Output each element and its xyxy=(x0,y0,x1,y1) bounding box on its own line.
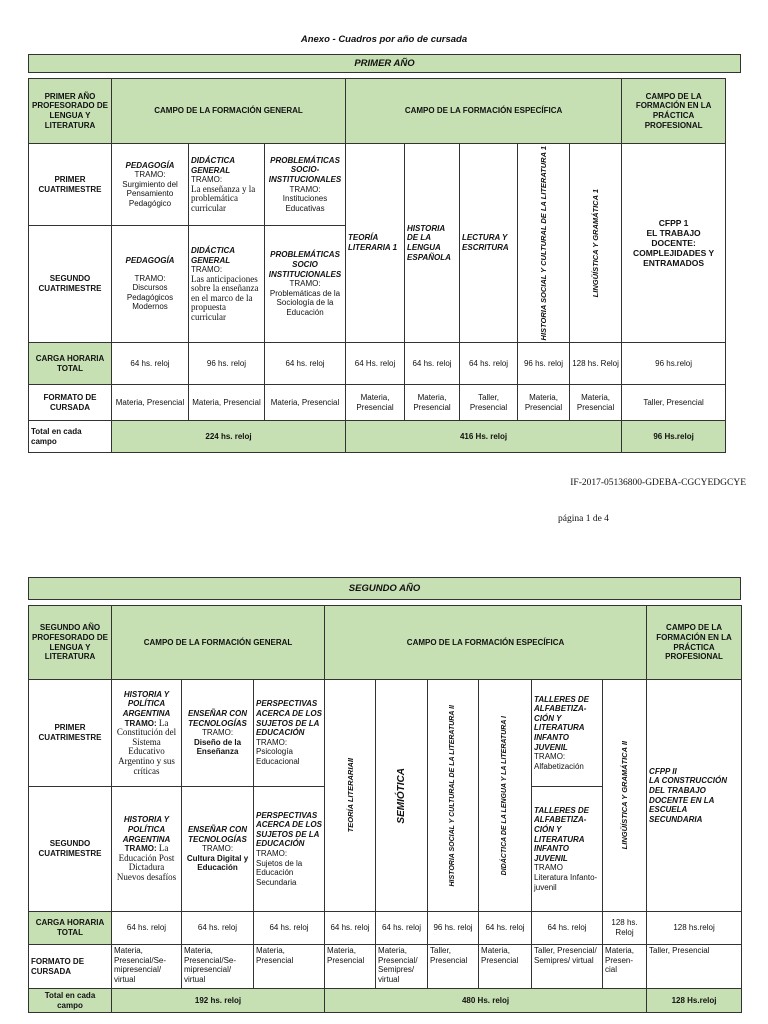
year2-perspectivas-primer xyxy=(254,680,325,787)
year1-historia-lengua: HISTORIA DE LA LENGUA ESPAÑOLA xyxy=(405,144,460,343)
year1-linguistica-gramatica xyxy=(570,144,622,343)
year1-formato-cell: Materia, Presencial xyxy=(405,385,460,421)
year2-table xyxy=(28,605,742,1013)
year2-formato-cell: Materia, Presen-cial xyxy=(603,945,647,989)
year1-carga-cell: 64 Hs. reloj xyxy=(346,343,405,385)
year2-carga-cell: 64 hs. reloj xyxy=(479,912,532,945)
year2-formato-cell: Taller, Presencial/ Semipres/ virtual xyxy=(532,945,603,989)
year1-carga-cell: 64 hs. reloj xyxy=(112,343,189,385)
tramo-label: TRAMO: xyxy=(124,718,157,728)
year2-didactica-lengua xyxy=(479,680,532,912)
year1-formato-cell: Materia, Presencial xyxy=(189,385,265,421)
year1-carga-cell: 96 hs.reloj xyxy=(622,343,726,385)
year2-formato-cell: Materia, Presencial/Se-mipresencial/ virtual xyxy=(182,945,254,989)
year2-historia-primer xyxy=(112,680,182,787)
year2-formato-cell: Materia, Presencial xyxy=(325,945,376,989)
vertical-label: LINGÜÍSTICA Y GRAMÁTICA 1 xyxy=(591,188,601,298)
year1-historia-social-cultural xyxy=(518,144,570,343)
year1-total-general: 224 hs. reloj xyxy=(112,421,346,453)
year2-carga-cell: 128 hs. Reloj xyxy=(603,912,647,945)
tramo-label: TRAMO: xyxy=(191,265,223,275)
year2-carga-cell: 64 hs. reloj xyxy=(532,912,603,945)
document-id: IF-2017-05136800-GDEBA-CGCYEDGCYE xyxy=(570,478,746,488)
tramo-body: La Educación Post Dictadura Nuevos desafíos xyxy=(116,843,177,882)
year2-talleres-segundo xyxy=(532,787,603,912)
year2-carga-cell: 64 hs. reloj xyxy=(112,912,182,945)
year2-perspectivas-segundo xyxy=(254,787,325,912)
vertical-label: DIDÁCTICA DE LA LENGUA Y LA LITERATURA I xyxy=(500,715,508,876)
year1-table xyxy=(28,78,726,453)
subject-title: PROBLEMÁTICAS SOCIO INSTITUCIONALES xyxy=(268,250,342,279)
tramo-body: Las anticipaciones sobre la enseñanza en el marco de la propuesta curricular xyxy=(191,273,259,322)
tramo-body: Sujetos de la Educación Secundaria xyxy=(256,858,303,887)
tramo-label: TRAMO: xyxy=(124,844,157,854)
subject-title: PEDAGOGÍA xyxy=(125,160,175,170)
vertical-label: HISTORIA SOCIAL Y CULTURAL DE LA LITERATURA 1 xyxy=(539,145,549,341)
vertical-label: LINGÜÍSTICA Y GRAMÁTICA II xyxy=(620,741,630,850)
year1-formato-label: FORMATO DE CURSADA xyxy=(29,385,112,421)
year1-corner-header: PRIMER AÑO PROFESORADO DE LENGUA Y LITERATURA xyxy=(29,79,112,144)
tramo-body: Problemáticas de la Sociología de la Educación xyxy=(269,288,341,317)
year2-cfpp xyxy=(647,680,742,912)
tramo-body: Discursos Pedagógicos Modernos xyxy=(126,283,174,312)
year2-carga-cell: 128 hs.reloj xyxy=(647,912,742,945)
year2-campo-general-header: CAMPO DE LA FORMACIÓN GENERAL xyxy=(112,606,325,680)
year1-campo-especifica-header: CAMPO DE LA FORMACIÓN ESPECÍFICA xyxy=(346,79,622,144)
page-number: página 1 de 4 xyxy=(558,514,609,524)
year2-corner-header: SEGUNDO AÑO PROFESORADO DE LENGUA Y LITERATURA xyxy=(29,606,112,680)
tramo-body: Literatura Infanto-juvenil xyxy=(534,872,598,892)
year2-ensenar-primer xyxy=(182,680,254,787)
year1-carga-cell: 64 hs. reloj xyxy=(460,343,518,385)
year1-formato-cell: Materia, Presencial xyxy=(570,385,622,421)
year2-row-segundo-cuatrimestre: SEGUNDO CUATRIMESTRE xyxy=(29,787,112,912)
tramo-body: Psicología Educacional xyxy=(256,747,300,766)
tramo-label: TRAMO: xyxy=(534,752,566,762)
year2-campo-practica-header: CAMPO DE LA FORMACIÓN EN LA PRÁCTICA PROFESIONAL xyxy=(647,606,742,680)
year2-carga-cell: 64 hs. reloj xyxy=(376,912,428,945)
subject-title: PROBLEMÁTICAS SOCIO-INSTITUCIONALES xyxy=(268,155,342,184)
cfpp-title: LA CONSTRUCCIÓN DEL TRABAJO DOCENTE EN LA ESCUELA SECUNDARIA xyxy=(649,776,727,824)
subject-title: HISTORIA Y POLÍTICA ARGENTINA xyxy=(122,689,171,719)
year2-ensenar-segundo xyxy=(182,787,254,912)
tramo-body: Cultura Digital y Educación xyxy=(186,853,249,873)
tramo-body: Instituciones Educativas xyxy=(282,194,328,213)
year1-carga-cell: 64 hs. reloj xyxy=(405,343,460,385)
vertical-label: TEORÍA LITERARIAII xyxy=(345,758,355,833)
subject-title: PEDAGOGÍA xyxy=(125,256,175,266)
year1-carga-label: CARGA HORARIA TOTAL xyxy=(29,343,112,385)
tramo-body: La Constitución del Sistema Educativo Argentino y sus críticas xyxy=(116,717,177,776)
year2-formato-cell: Taller, Presencial xyxy=(647,945,742,989)
tramo-label: TRAMO xyxy=(534,863,563,873)
year2-historia-segundo xyxy=(112,787,182,912)
subject-title: PERSPECTIVAS ACERCA DE LOS SUJETOS DE LA EDUCACIÓN xyxy=(256,699,322,738)
subject-title: DIDÁCTICA GENERAL xyxy=(191,246,235,265)
tramo-label: TRAMO: xyxy=(289,279,321,289)
tramo-label: TRAMO: xyxy=(191,175,223,185)
year1-cfpp xyxy=(622,144,726,343)
year2-semiotica xyxy=(376,680,428,912)
subject-title: PERSPECTIVAS ACERCA DE LOS SUJETOS DE LA EDUCACIÓN xyxy=(256,810,322,849)
tramo-body: Alfabetización xyxy=(534,761,584,771)
year2-carga-cell: 64 hs. reloj xyxy=(182,912,254,945)
tramo-label: TRAMO: xyxy=(289,184,321,194)
year2-formato-label: FORMATO DE CURSADA xyxy=(29,945,112,989)
year2-formato-cell: Materia, Presencial xyxy=(479,945,532,989)
year2-banner: SEGUNDO AÑO xyxy=(28,577,741,600)
cfpp-code: CFPP II xyxy=(649,766,677,776)
tramo-label: TRAMO: xyxy=(256,737,288,747)
vertical-label: HISTORIA SOCIAL Y CULTURAL DE LA LITERATURA II xyxy=(448,704,456,887)
tramo-label: TRAMO: xyxy=(201,844,234,854)
year1-formato-cell: Materia, Presencial xyxy=(346,385,405,421)
year2-campo-especifica-header: CAMPO DE LA FORMACIÓN ESPECÍFICA xyxy=(325,606,647,680)
tramo-body: La enseñanza y la problemática curricular xyxy=(191,183,256,213)
year1-problematicas-segundo xyxy=(265,226,346,343)
year1-campo-practica-header: CAMPO DE LA FORMACIÓN EN LA PRÁCTICA PROFESIONAL xyxy=(622,79,726,144)
year1-total-label: Total en cada campo xyxy=(29,421,112,453)
tramo-label: TRAMO: xyxy=(134,273,166,283)
year2-total-practica: 128 Hs.reloj xyxy=(647,989,742,1013)
tramo-label: TRAMO: xyxy=(201,728,234,738)
tramo-body: Diseño de la Enseñanza xyxy=(193,737,242,757)
tramo-label: TRAMO: xyxy=(134,170,166,180)
year1-carga-cell: 64 hs. reloj xyxy=(265,343,346,385)
subject-title: ENSEÑAR CON TECNOLOGÍAS xyxy=(187,709,248,728)
year1-formato-cell: Materia, Presencial xyxy=(518,385,570,421)
year1-didactica-segundo xyxy=(189,226,265,343)
subject-title: HISTORIA Y POLÍTICA ARGENTINA xyxy=(122,815,171,844)
year1-banner: PRIMER AÑO xyxy=(28,54,741,73)
subject-title: TALLERES DE ALFABETIZA-CIÓN Y LITERATURA INFANTO JUVENIL xyxy=(534,694,589,752)
year1-formato-cell: Taller, Presencial xyxy=(460,385,518,421)
year2-carga-cell: 64 hs. reloj xyxy=(254,912,325,945)
tramo-body: Surgimiento del Pensamiento Pedagógico xyxy=(122,179,178,208)
year2-formato-cell: Materia, Presencial/ Semipres/ virtual xyxy=(376,945,428,989)
year2-carga-cell: 96 hs. reloj xyxy=(428,912,479,945)
document-title: Anexo - Cuadros por año de cursada xyxy=(300,34,468,45)
year1-formato-cell: Materia, Presencial xyxy=(265,385,346,421)
year2-total-label: Total en cada campo xyxy=(29,989,112,1013)
cfpp-code: CFPP 1 xyxy=(658,217,689,228)
year1-row-primer-cuatrimestre: PRIMER CUATRIMESTRE xyxy=(29,144,112,226)
year1-didactica-primer xyxy=(189,144,265,226)
year1-total-practica: 96 Hs.reloj xyxy=(622,421,726,453)
year1-problematicas-primer xyxy=(265,144,346,226)
year1-total-especifica: 416 Hs. reloj xyxy=(346,421,622,453)
year2-formato-cell: Materia, Presencial xyxy=(254,945,325,989)
year2-total-especifica: 480 Hs. reloj xyxy=(325,989,647,1013)
subject-title: ENSEÑAR CON TECNOLOGÍAS xyxy=(187,825,248,844)
year2-formato-cell: Materia, Presencial/Se-mipresencial/ virtual xyxy=(112,945,182,989)
year2-teoria-literaria xyxy=(325,680,376,912)
year2-linguistica-gramatica xyxy=(603,680,647,912)
year2-formato-cell: Taller, Presencial xyxy=(428,945,479,989)
year2-carga-cell: 64 hs. reloj xyxy=(325,912,376,945)
subject-title: TALLERES DE ALFABETIZA-CIÓN Y LITERATURA INFANTO JUVENIL xyxy=(534,805,589,863)
year1-carga-cell: 128 hs. Reloj xyxy=(570,343,622,385)
year2-talleres-primer xyxy=(532,680,603,787)
year1-teoria-literaria: TEORÍA LITERARIA 1 xyxy=(346,144,405,343)
vertical-label: SEMIÓTICA xyxy=(395,767,407,824)
year1-carga-cell: 96 hs. reloj xyxy=(189,343,265,385)
year1-campo-general-header: CAMPO DE LA FORMACIÓN GENERAL xyxy=(112,79,346,144)
year1-row-segundo-cuatrimestre: SEGUNDO CUATRIMESTRE xyxy=(29,226,112,343)
year2-total-general: 192 hs. reloj xyxy=(112,989,325,1013)
year1-formato-cell: Materia, Presencial xyxy=(112,385,189,421)
year2-row-primer-cuatrimestre: PRIMER CUATRIMESTRE xyxy=(29,680,112,787)
subject-title: DIDÁCTICA GENERAL xyxy=(191,155,235,175)
cfpp-title: EL TRABAJO DOCENTE: COMPLEJIDADES Y ENTRAMADOS xyxy=(633,227,715,269)
year2-carga-label: CARGA HORARIA TOTAL xyxy=(29,912,112,945)
tramo-label: TRAMO: xyxy=(256,849,288,858)
year1-pedagogia-primer xyxy=(112,144,189,226)
year1-formato-cell: Taller, Presencial xyxy=(622,385,726,421)
year1-lectura-escritura: LECTURA Y ESCRITURA xyxy=(460,144,518,343)
year1-pedagogia-segundo xyxy=(112,226,189,343)
year2-historia-social-cultural xyxy=(428,680,479,912)
year1-carga-cell: 96 hs. reloj xyxy=(518,343,570,385)
